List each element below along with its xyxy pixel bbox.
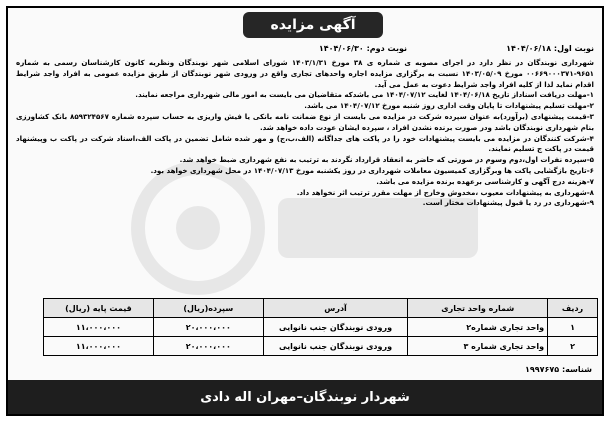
table-row [44,318,598,337]
signature-footer: شهردار نوبندگان–مهران اله دادی [8,380,602,414]
base-price-cell: ۱۱،۰۰۰،۰۰۰ [44,337,154,356]
notice-frame [6,6,604,416]
condition-item: ۲-مهلت تسلیم پیشنهادات تا پایان وقت اداری روز شنبه مورخ ۱۴۰۴/۰۷/۱۲ می باشد. [304,101,594,111]
condition-item: ۱-مهلت دریافت اسناداز تاریخ ۱۴۰۴/۰۶/۱۸ لغایت ۱۴۰۴/۰۷/۱۲ می باشدکه متقاضیان می بایست به امور مالی شهرداری مراجعه نمایند. [135,90,594,100]
notice-title: آگهی مزایده [243,12,383,38]
column-header-base-price: قیمت پایه (ریال) [44,299,154,318]
table-header-row [44,299,598,318]
notice-id: شناسه: ۱۹۹۷۶۷۵ [524,365,592,374]
intro-paragraph: شهرداری نوبندگان در نظر دارد در اجرای مصوبه ی شماره ی ۳۸ مورخ ۱۴۰۳/۱/۳۱ شورای اسلامی شهر نوبندگان ونظریه کانون کارشناسان رسمی به شماره ۹۶۵۱-۰۰۶۶۹۰۰۰۳۷۱ مورخ ۱۴۰۳/۰۵/۰۹ نسبت به برگزاری مزایده اجاره واحدهای تجاری واقع در ورودی شهر نوبندگان از طریق مزایده عمومی به افراد واجد شرایط اقدام نماید لذا از کلیه افراد واجد شرایط دعوت به عمل می آید. [16,58,594,89]
row-number-cell: ۱ [548,318,598,337]
row-number-cell: ۲ [548,337,598,356]
publication-dates [8,44,602,58]
column-header-address: آدرس [263,299,408,318]
base-price-cell: ۱۱،۰۰۰،۰۰۰ [44,318,154,337]
column-header-unit: شماره واحد تجاری [408,299,548,318]
column-header-row-number: ردیف [548,299,598,318]
unit-cell: واحد تجاری شماره ۳ [408,337,548,356]
units-table [43,298,598,356]
table-row [44,337,598,356]
deposit-cell: ۲۰،۰۰۰،۰۰۰ [153,337,263,356]
notice-body [16,58,594,209]
condition-item: ۳-قیمت پیشنهادی (برآورد)به عنوان سپرده شرکت در مزایده می بایست از نوع ضمانت نامه بانکی یا فیش واریزی به حساب سپرده شماره ۸۵۹۳۲۴۵۶۷ بانک کشاورزی بنام شهرداری نوبندگان باشد ودر صورت برنده نشدن افراد ، سپرده ایشان عودت داده خواهد شد. [16,111,595,132]
second-publication-date: نوبت دوم: ۱۴۰۴/۰۶/۳۰ [318,44,407,53]
condition-item: ۴-شرکت کنندگان در مزایده می بایست پیشنهادات خود را در پاکت های جداگانه (الف،ب،ج) و مهر شده شامل تضمین در پاکت الف،اسناد شرکت در پاکت ب وپیشنهاد قیمت در پاکت ج تسلیم نمایند. [16,133,594,154]
condition-item: ۹-شهرداری در رد یا قبول پیشنهادات مختار است. [422,198,594,208]
condition-item: ۷-هزینه درج آگهی و کارشناسی برعهده برنده مزایده می باشد. [376,176,594,186]
condition-item: ۸-شهرداری به پیشنهادات معیوب ،مخدوش وخارج از مهلت مقرر ترتیب اثر نخواهد داد. [296,187,594,197]
unit-cell: واحد تجاری شماره۲ [408,318,548,337]
column-header-deposit: سپرده(ریال) [153,299,263,318]
deposit-cell: ۲۰،۰۰۰،۰۰۰ [153,318,263,337]
condition-item: ۵-سپرده نفرات اول،دوم وسوم در صورتی که حاضر به انعقاد قرارداد نگردند به ترتیب به نفع شهرداری ضبط خواهد شد. [179,155,594,165]
first-publication-date: نوبت اول: ۱۴۰۴/۰۶/۱۸ [506,44,594,53]
address-cell: ورودی نوبندگان جنب نانوایی [263,318,408,337]
address-cell: ورودی نوبندگان جنب نانوایی [263,337,408,356]
condition-item: ۶-تاریخ بازگشایی پاکت ها وبرگزاری کمیسیون معاملات شهرداری در روز یکشنبه مورخ ۱۴۰۴/۰۷/۱۳ در محل شهرداری خواهد بود. [150,165,594,175]
